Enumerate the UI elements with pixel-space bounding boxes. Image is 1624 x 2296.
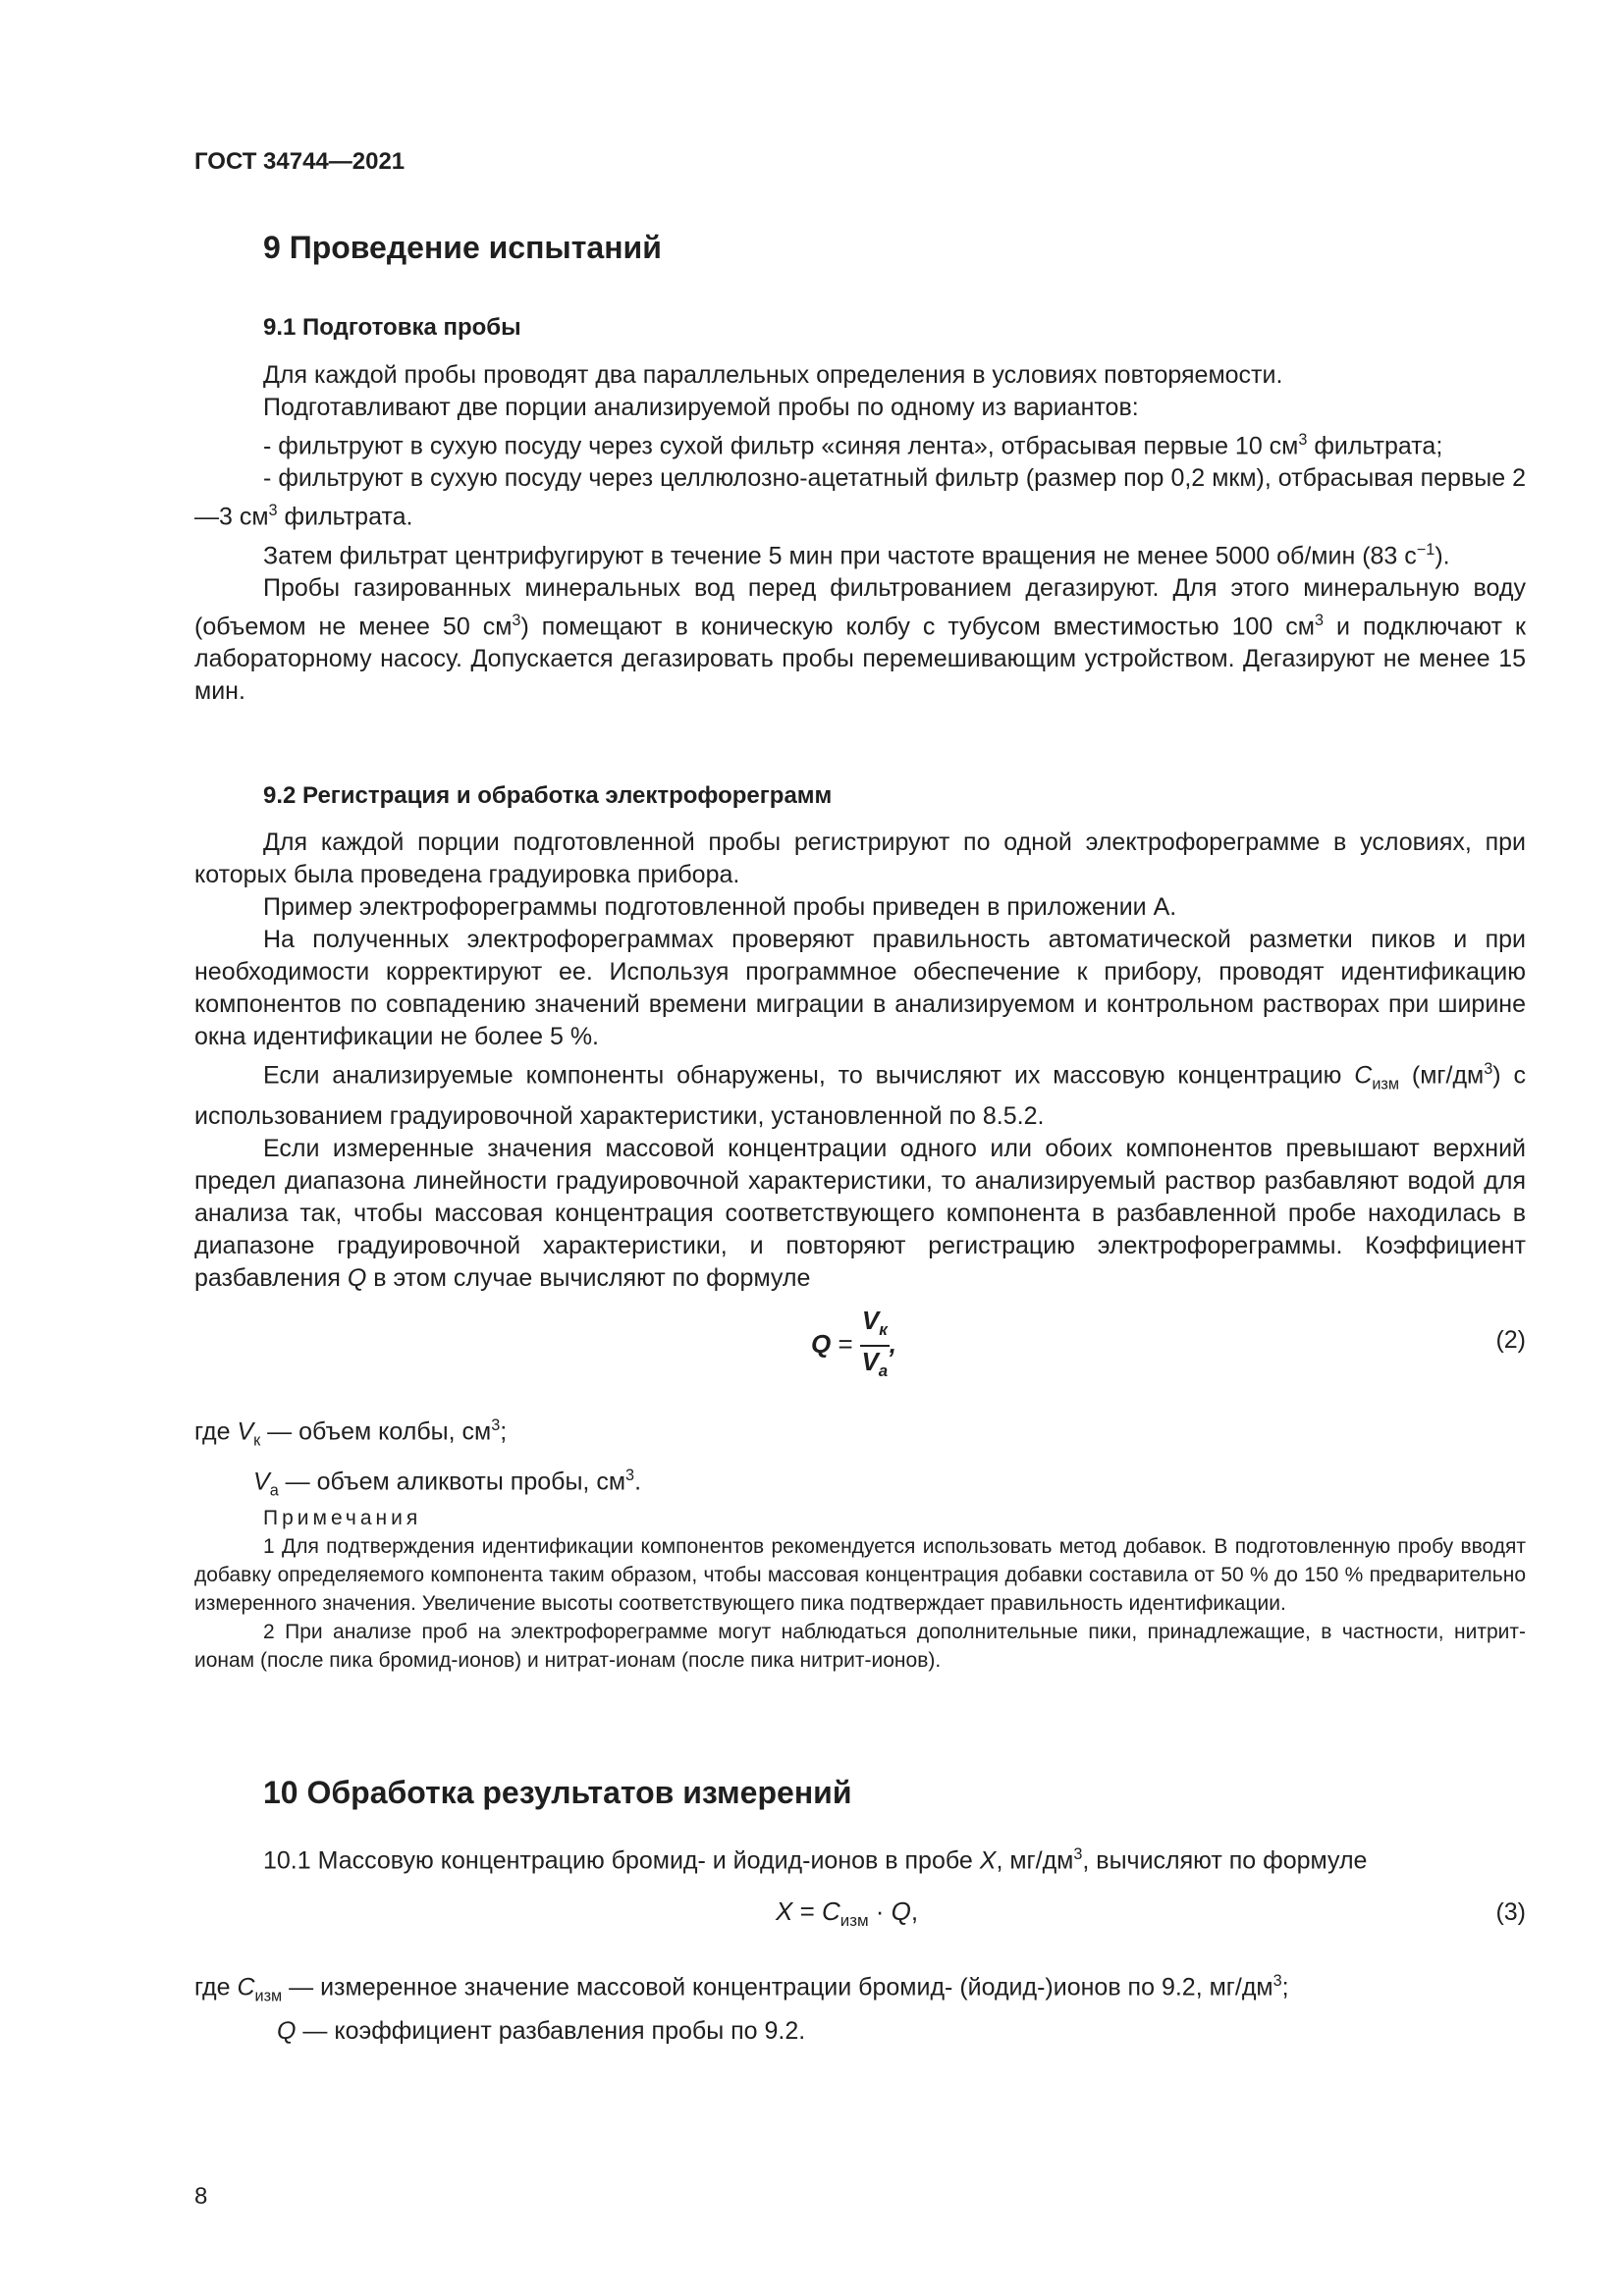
formula-3: $X = C_{изм} \cdot Q$, xyxy=(776,1896,919,1931)
formula-2: Q = $\frac{V_к}{V_а}$ , xyxy=(811,1306,896,1386)
paragraph: Подготавливают две порции анализируемой пробы по одному из вариантов: xyxy=(263,394,1139,421)
formula-fraction: $\frac{V_к}{V_а}$ xyxy=(861,1306,889,1381)
paragraph: Затем фильтрат центрифугируют в течение 5 мин при частоте вращения не менее 5000 об/мин (83 $с^{-1}$). xyxy=(263,540,1450,569)
legend-line: Q — коэффициент разбавления пробы по 9.2. xyxy=(277,2017,806,2046)
legend-line: $V_а$ — объем аликвоты пробы, $см^3$. xyxy=(253,1467,642,1500)
paragraph: Пример электрофореграммы подготовленной пробы приведен в приложении А. xyxy=(263,893,1177,921)
subsection-9-1-title: 9.1 Подготовка пробы xyxy=(263,314,521,341)
subsection-9-2-body xyxy=(194,827,1526,1295)
formula-3-legend xyxy=(194,1963,1289,2049)
notes-title: Примечания xyxy=(263,1507,422,1529)
note-1: 1 Для подтверждения идентификации компонентов рекомендуется использовать метод добавок. В подготовленную пробу вводят добавку определяемого компонента таким образом, чтобы массовая концентрация добавки составила от 50 % до 150 % предварительно измеренного значения. Увеличение высоты соответствующего пика подтверждает правильность идентификации. xyxy=(194,1535,1526,1615)
subsection-9-2-title: 9.2 Регистрация и обработка электрофореграмм xyxy=(263,782,833,809)
paragraph: Если измеренные значения массовой концентрации одного или обоих компонентов превышают верхний предел диапазона линейности градуировочной характеристики, то анализируемый раствор разбавляют водой для анализа так, чтобы массовая концентрация соответствующего компонента в разбавленной пробе находилась в диапазоне градуировочной характеристики, и повторяют регистрацию электрофореграммы. Коэффициент разбавления Q в этом случае вычисляют по формуле xyxy=(194,1135,1526,1293)
paragraph: На полученных электрофореграммах проверяют правильность автоматической разметки пиков и при необходимости корректируют ее. Используя программное обеспечение к прибору, проводят идентификацию компонентов по совпадению значений времени миграции в анализируемом и контрольном растворах при ширине окна идентификации не более 5 %. xyxy=(194,926,1526,1050)
subsection-9-1-body xyxy=(194,359,1526,708)
section-10-body xyxy=(194,1839,1526,1877)
paragraph: Если анализируемые компоненты обнаружены, то вычисляют их массовую концентрацию $C_{изм}$ $(мг/дм^3)$ с использованием градуировочной характеристики, установленной по 8.5.2. xyxy=(194,1060,1526,1131)
formula-3-number: (3) xyxy=(1495,1898,1526,1926)
paragraph: Для каждой порции подготовленной пробы регистрируют по одной электрофореграмме в условиях, при которых была проведена градуировка прибора. xyxy=(194,828,1526,888)
section-9-title: 9 Проведение испытаний xyxy=(263,230,662,265)
legend-line: где $C_{изм}$ — измеренное значение массовой концентрации бромид- (йодид-)ионов по 9.2, $мг/дм^3$; xyxy=(194,1972,1289,2005)
paragraph: - фильтруют в сухую посуду через сухой фильтр «синяя лента», отбрасывая первые 10 $см^3$ фильтрата; xyxy=(263,431,1443,460)
legend-line: где $V_к$ — объем колбы, $см^3$; xyxy=(194,1416,508,1450)
document-header: ГОСТ 34744—2021 xyxy=(194,148,406,175)
paragraph: 10.1 Массовую концентрацию бромид- и йодид-ионов в пробе X, $мг/дм^3$, вычисляют по формуле xyxy=(263,1845,1368,1875)
note-2: 2 При анализе проб на электрофореграмме могут наблюдаться дополнительные пики, принадлежащие, в частности, нитрит-ионам (после пика бромид-ионов) и нитрат-ионам (после пика нитрит-ионов). xyxy=(194,1621,1526,1672)
paragraph: Пробы газированных минеральных вод перед фильтрованием дегазируют. Для этого минеральную воду (объемом не менее 50 $см^3$) помещают в коническую колбу с тубусом вместимостью 100 $см^3$ и подключают к лабораторному насосу. Допускается дегазировать пробы перемешивающим устройством. Дегазируют не менее 15 мин. xyxy=(194,573,1526,706)
page-number: 8 xyxy=(194,2183,208,2210)
paragraph: Для каждой пробы проводят два параллельных определения в условиях повторяемости. xyxy=(263,361,1283,389)
section-10-title: 10 Обработка результатов измерений xyxy=(263,1775,852,1810)
paragraph: - фильтруют в сухую посуду через целлюлозно-ацетатный фильтр (размер пор 0,2 мкм), отбрасывая первые 2—3 $см^3$ фильтрата. xyxy=(194,464,1526,531)
formula-2-legend xyxy=(194,1408,641,1509)
notes-block xyxy=(194,1504,1526,1675)
formula-2-number: (2) xyxy=(1495,1326,1526,1354)
